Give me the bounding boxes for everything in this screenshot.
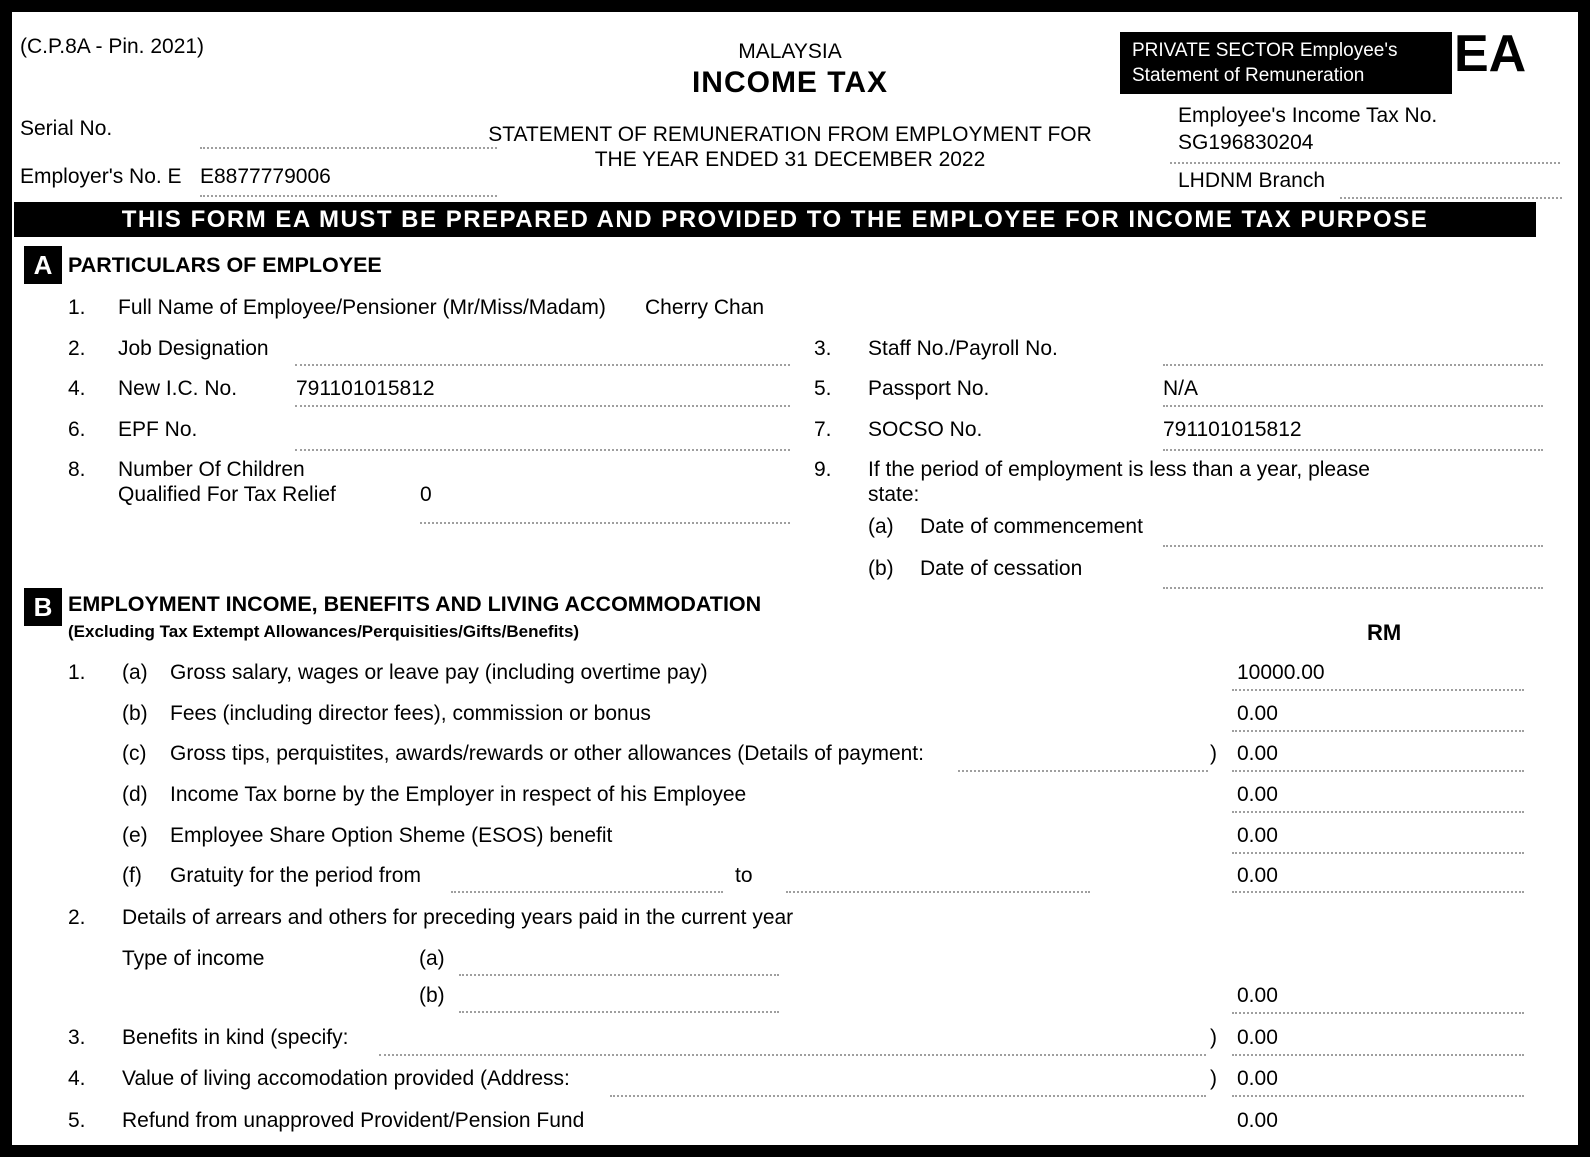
type-of-income-b-amount-field <box>1232 1012 1524 1014</box>
gross-tips-label: Gross tips, perquistites, awards/rewards or other allowances (Details of payment: <box>170 742 924 765</box>
gratuity-letter: (f) <box>122 864 142 887</box>
tax-borne-letter: (d) <box>122 783 148 806</box>
gross-tips-close: ) <box>1210 742 1217 765</box>
arrears-no: 2. <box>68 906 86 929</box>
type-of-income-label: Type of income <box>122 947 265 970</box>
staff-no-no: 3. <box>814 337 832 360</box>
children-field <box>420 522 790 524</box>
type-of-income-a-field <box>459 974 779 976</box>
children-label-line1: Number Of Children <box>118 458 305 481</box>
new-ic-no-label: New I.C. No. <box>118 377 238 400</box>
notice-banner: THIS FORM EA MUST BE PREPARED AND PROVIDED TO THE EMPLOYEE FOR INCOME TAX PURPOSE <box>14 202 1536 237</box>
commencement-label: Date of commencement <box>920 515 1143 538</box>
living-accommodation-label: Value of living accomodation provided (Address: <box>122 1067 570 1090</box>
children-value: 0 <box>420 483 432 506</box>
fees-label: Fees (including director fees), commission or bonus <box>170 702 651 725</box>
arrears-label: Details of arrears and others for preceding years paid in the current year <box>122 906 794 929</box>
employer-no-label: Employer's No. E <box>20 165 182 188</box>
refund-no: 5. <box>68 1109 86 1132</box>
full-name-value: Cherry Chan <box>645 296 765 319</box>
refund-value: 0.00 <box>1237 1109 1278 1132</box>
employee-tax-no-value: SG196830204 <box>1178 131 1314 154</box>
section-b-subtitle: (Excluding Tax Extempt Allowances/Perquisities/Gifts/Benefits) <box>68 622 580 641</box>
employment-period-line1: If the period of employment is less than a year, please <box>868 458 1370 481</box>
full-name-label: Full Name of Employee/Pensioner (Mr/Miss/Madam) <box>118 296 606 319</box>
job-designation-label: Job Designation <box>118 337 269 360</box>
gratuity-label: Gratuity for the period from <box>170 864 421 887</box>
employee-tax-no-label: Employee's Income Tax No. <box>1178 104 1438 127</box>
lhdnm-branch-field <box>1340 197 1562 199</box>
gross-salary-letter: (a) <box>122 661 148 684</box>
commencement-field <box>1163 545 1543 547</box>
living-accommodation-address-field <box>610 1095 1206 1097</box>
lhdnm-branch-value: LHDNM Branch <box>1178 169 1326 192</box>
socso-no-no: 7. <box>814 418 832 441</box>
staff-no-label: Staff No./Payroll No. <box>868 337 1058 360</box>
fees-value: 0.00 <box>1237 702 1278 725</box>
gross-salary-field <box>1232 689 1524 691</box>
esos-field <box>1232 852 1524 854</box>
esos-value: 0.00 <box>1237 824 1278 847</box>
form-title: INCOME TAX <box>691 66 889 99</box>
new-ic-no-no: 4. <box>68 377 86 400</box>
job-designation-no: 2. <box>68 337 86 360</box>
gross-tips-value: 0.00 <box>1237 742 1278 765</box>
gratuity-field <box>1232 891 1524 893</box>
esos-letter: (e) <box>122 824 148 847</box>
type-of-income-a-letter: (a) <box>419 947 445 970</box>
passport-no-field <box>1163 405 1543 407</box>
employer-no-field <box>200 195 497 197</box>
epf-no-label: EPF No. <box>118 418 198 441</box>
job-designation-field <box>295 364 790 366</box>
children-label-line2: Qualified For Tax Relief <box>118 483 336 506</box>
new-ic-no-field <box>295 405 790 407</box>
section-b-badge: B <box>24 588 62 626</box>
gross-tips-detail-field <box>958 770 1208 772</box>
benefits-in-kind-value: 0.00 <box>1237 1026 1278 1049</box>
type-of-income-b-field <box>459 1011 779 1013</box>
gratuity-from-field <box>451 891 723 893</box>
gross-salary-label: Gross salary, wages or leave pay (including overtime pay) <box>170 661 708 684</box>
tax-borne-value: 0.00 <box>1237 783 1278 806</box>
statement-line-1: STATEMENT OF REMUNERATION FROM EMPLOYMENT FOR <box>488 123 1092 146</box>
form-type-ea: EA <box>1454 25 1527 83</box>
currency-header: RM <box>1367 620 1402 645</box>
fees-letter: (b) <box>122 702 148 725</box>
epf-no-field <box>295 449 790 451</box>
gratuity-to-field <box>786 891 1090 893</box>
benefits-in-kind-no: 3. <box>68 1026 86 1049</box>
refund-label: Refund from unapproved Provident/Pension Fund <box>122 1109 585 1132</box>
type-of-income-b-value: 0.00 <box>1237 984 1278 1007</box>
benefits-in-kind-close: ) <box>1210 1026 1217 1049</box>
full-name-no: 1. <box>68 296 86 319</box>
benefits-in-kind-specify-field <box>379 1054 1206 1056</box>
living-accommodation-field <box>1232 1095 1524 1097</box>
benefits-in-kind-field <box>1232 1054 1524 1056</box>
tax-borne-field <box>1232 811 1524 813</box>
fees-field <box>1232 730 1524 732</box>
tax-borne-label: Income Tax borne by the Employer in respect of his Employee <box>170 783 747 806</box>
living-accommodation-close: ) <box>1210 1067 1217 1090</box>
staff-no-field <box>1163 364 1543 366</box>
esos-label: Employee Share Option Sheme (ESOS) benefit <box>170 824 613 847</box>
form-code: (C.P.8A - Pin. 2021) <box>20 35 205 58</box>
gross-salary-no: 1. <box>68 661 86 684</box>
socso-no-value: 791101015812 <box>1163 418 1302 441</box>
gratuity-value: 0.00 <box>1237 864 1278 887</box>
cessation-label: Date of cessation <box>920 557 1083 580</box>
passport-no-no: 5. <box>814 377 832 400</box>
gross-tips-letter: (c) <box>122 742 147 765</box>
private-sector-box <box>1120 32 1452 94</box>
passport-no-value: N/A <box>1163 377 1199 400</box>
employee-tax-no-field <box>1170 162 1560 164</box>
sector-box-line-1: PRIVATE SECTOR Employee's <box>1132 40 1398 61</box>
benefits-in-kind-label: Benefits in kind (specify: <box>122 1026 349 1049</box>
section-a-title: PARTICULARS OF EMPLOYEE <box>68 253 382 277</box>
sector-box-line-2: Statement of Remuneration <box>1132 65 1365 86</box>
gratuity-to-label: to <box>735 864 753 887</box>
new-ic-no-value: 791101015812 <box>296 377 435 400</box>
gross-salary-value: 10000.00 <box>1237 661 1325 684</box>
employment-period-line2: state: <box>868 483 920 506</box>
cessation-field <box>1163 587 1543 589</box>
country-title: MALAYSIA <box>738 40 842 63</box>
living-accommodation-value: 0.00 <box>1237 1067 1278 1090</box>
statement-line-2: THE YEAR ENDED 31 DECEMBER 2022 <box>594 148 986 171</box>
socso-no-field <box>1163 449 1543 451</box>
type-of-income-b-letter: (b) <box>419 984 445 1007</box>
cessation-letter: (b) <box>868 557 894 580</box>
serial-no-label: Serial No. <box>20 117 113 140</box>
epf-no-no: 6. <box>68 418 86 441</box>
section-b-title: EMPLOYMENT INCOME, BENEFITS AND LIVING ACCOMMODATION <box>68 592 762 616</box>
passport-no-label: Passport No. <box>868 377 990 400</box>
employment-period-no: 9. <box>814 458 832 481</box>
section-a-badge: A <box>24 246 62 284</box>
living-accommodation-no: 4. <box>68 1067 86 1090</box>
gross-tips-field <box>1232 770 1524 772</box>
employer-no-value: E8877779006 <box>200 165 331 188</box>
children-no: 8. <box>68 458 86 481</box>
commencement-letter: (a) <box>868 515 894 538</box>
socso-no-label: SOCSO No. <box>868 418 983 441</box>
